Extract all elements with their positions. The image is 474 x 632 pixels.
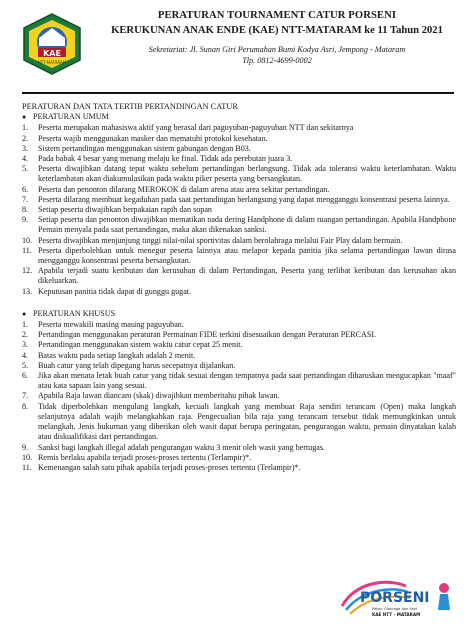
list-item xyxy=(22,144,456,154)
list-item-text: Buah catur yang telah dipegang harus secepatnya dijalankan. xyxy=(38,360,236,370)
list-item-text: Pertandingan menggunakan sistem waktu catur cepat 25 menit. xyxy=(38,340,243,350)
list-item-text: Peserta diperbolehkan untuk menegur peserta lainnya atau melapor kepada panitia jika selama pertandingan lawan dirasa mengganggu konsentrasi peserta bersangkutan. xyxy=(38,245,456,266)
list-item-number: 9. xyxy=(22,215,29,225)
list-item xyxy=(22,287,456,297)
letterhead-address: Sekretariat: Jl. Sunan Giri Perumahan Bumi Kodya Asri, Jempong - Mataram xyxy=(148,45,406,54)
list-item-number: 11. xyxy=(22,462,32,472)
list-item-number: 10. xyxy=(22,452,33,462)
list-item-text: Peserta diwajibkan menjunjung tinggi nilai-nilai sportivitas dalam berolahraga melalui Fair Play dalam bermain. xyxy=(38,235,403,245)
list-item-text: Peserta diwajibkan datang tepat waktu sebelum pertandingan berlangsung. Tidak ada toleransi waktu keterlambatan. Waktu keterlambatan akan diakumulasikan pada waktu piker peserta yang bersangkutan. xyxy=(38,164,456,184)
list-item xyxy=(22,402,456,443)
svg-text:KAE: KAE xyxy=(43,49,61,58)
list-item xyxy=(22,361,456,371)
list-item xyxy=(22,185,456,195)
list-item-number: 2. xyxy=(22,330,29,340)
list-item-number: 5. xyxy=(22,360,29,370)
letterhead xyxy=(0,0,474,92)
list-item-number: 7. xyxy=(22,391,29,401)
list-item xyxy=(22,164,456,184)
document-body xyxy=(22,102,456,473)
list-item-number: 12. xyxy=(22,266,33,276)
list-item-text: Apabila Raja lawan diancam (skak) diwajibkan memberitahu pihak lawan. xyxy=(38,391,280,401)
list-item-number: 11. xyxy=(22,245,32,255)
list-item xyxy=(22,320,456,330)
list-item-text: Remis berlaku apabila terjadi proses-proses tertentu (Terlampir)*. xyxy=(38,452,252,462)
list-item-number: 9. xyxy=(22,442,29,452)
list-item-number: 2. xyxy=(22,133,29,143)
svg-text:Pekan Olahraga dan Seni: Pekan Olahraga dan Seni xyxy=(372,607,418,611)
letterhead-phone: Tlp. 0812-4699-0002 xyxy=(242,56,312,65)
letterhead-title: PERATURAN TOURNAMENT CATUR PORSENI xyxy=(157,10,397,21)
list-item-text: Kemenangan salah satu pihak apabila terjadi proses-proses tertentu (Terlampir)*. xyxy=(38,462,301,472)
list-item-text: Peserta mewakili masing masing paguyuban. xyxy=(38,320,184,330)
list-item-text: Jika akan menata letak buah catur yang tidak sesuai dengan tempatnya pada saat pertandingan diharuskan mengucapkan "maaf" atau kata sapaan lain yang sesuai. xyxy=(38,371,456,391)
kae-logo-icon xyxy=(20,12,84,76)
list-item-text: Peserta dan penonton dilarang MEROKOK di dalam arena atau area sekitar pertandingan. xyxy=(38,184,330,194)
list-item-text: Tidak diperbolehkan mengulang langkah, kecuali langkah yang membuat Raja sendiri terancam (Open) maka langkah selanjutnya adalah wajib melangkahkan raja. Pengecualian bila raja yang terancam tersebut tidak memungkinkan untuk melangkah. Jenis hukuman yang diberikan oleh wasit dapat berupa peringatan, pengurangan waktu, pemain dinyatakan kalah atau diskualifikasi dari pertandingan. xyxy=(38,401,456,442)
list-item xyxy=(22,463,456,473)
list-item xyxy=(22,443,456,453)
list-item xyxy=(22,371,456,391)
list-item xyxy=(22,195,456,205)
list-item xyxy=(22,134,456,144)
list-item-number: 1. xyxy=(22,123,29,133)
list-item-text: Setiap peserta diwajibkan berpakaian rapih dan sopan xyxy=(38,205,212,215)
header-divider xyxy=(22,92,454,94)
list-item-number: 5. xyxy=(22,164,29,174)
section-khusus xyxy=(22,309,456,473)
list-item-number: 3. xyxy=(22,340,29,350)
svg-text:NTT-MATARAM: NTT-MATARAM xyxy=(37,60,67,65)
list-item-text: Keputusan panitia tidak dapat di gunggu gugat. xyxy=(38,286,192,296)
list-item xyxy=(22,351,456,361)
list-item-text: Apabila terjadi suatu keributan dan kerusuhan di dalam Pertandingan, Peserta yang terlibat keributan dan kerusuhan akan dikeluarkan. xyxy=(38,266,456,286)
bullet-icon: ● xyxy=(22,309,27,318)
svg-text:KAE NTT - MATARAM: KAE NTT - MATARAM xyxy=(372,612,421,617)
list-item-text: Pertandingan menggunakan peraturan Permainan FIDE terkini disesuaikan dengan Peraturan PERCASI. xyxy=(38,330,377,340)
porseni-logo-icon xyxy=(336,576,458,622)
list-item xyxy=(22,123,456,133)
list-item-text: Setiap peserta dan penonton diwajibkan mematikan nada dering Handphone di dalam ruangan pertandingan. Apabila Handphone Pemain menyala pada saat pertandingan, maka akan dikenakan sanksi. xyxy=(38,215,456,235)
list-item-text: Peserta wajib menggunakan masker dan mematuhi protokol kesehatan. xyxy=(38,133,268,143)
section-umum xyxy=(22,112,456,297)
list-item-text: Sistem pertandingan menggunakan sistem gabungan dengan B03. xyxy=(38,143,251,153)
list-item-number: 7. xyxy=(22,194,29,204)
list-item-number: 13. xyxy=(22,286,33,296)
list-item xyxy=(22,215,456,235)
list-item-number: 6. xyxy=(22,184,29,194)
list-item-number: 4. xyxy=(22,154,29,164)
list-item xyxy=(22,154,456,164)
list-item xyxy=(22,246,456,266)
list-item-text: Pada babak 4 besar yang menang melaju ke final. Tidak ada perebutan juara 3. xyxy=(38,154,293,164)
list-item-text: Sanksi bagi langkah illegal adalah pengurangan waktu 3 menit oleh wasit yang bertugas. xyxy=(38,442,326,452)
document-title: PERATURAN DAN TATA TERTIB PERTANDINGAN CATUR xyxy=(22,102,238,111)
list-item-text: Batas waktu pada setiap langkah adalah 2 menit. xyxy=(38,350,196,360)
list-item xyxy=(22,391,456,401)
list-item xyxy=(22,236,456,246)
list-item-number: 1. xyxy=(22,320,29,330)
section-heading: PERATURAN UMUM xyxy=(33,112,109,122)
list-item xyxy=(22,330,456,340)
svg-text:PORSENI: PORSENI xyxy=(360,590,430,606)
list-item-number: 6. xyxy=(22,371,29,381)
list-item xyxy=(22,340,456,350)
bullet-icon: ● xyxy=(22,113,27,122)
list-item-number: 8. xyxy=(22,205,29,215)
list-item-number: 3. xyxy=(22,143,29,153)
list-item xyxy=(22,266,456,286)
list-item-text: Peserta dilarang membuat kegaduhan pada saat pertandingan berlangsung yang dapat mengganggu konsentrasi peserta lainnya. xyxy=(38,194,450,204)
list-item-number: 4. xyxy=(22,350,29,360)
list-item-number: 8. xyxy=(22,401,29,411)
letterhead-subtitle: KERUKUNAN ANAK ENDE (KAE) NTT-MATARAM ke 11 Tahun 2021 xyxy=(111,25,443,36)
list-item-number: 10. xyxy=(22,235,33,245)
list-item-text: Peserta merupakan mahasiswa aktif yang berasal dari paguyuban-paguyuban NTT dan sekitarnya xyxy=(38,123,354,133)
section-heading: PERATURAN KHUSUS xyxy=(33,308,116,318)
list-item xyxy=(22,205,456,215)
list-item xyxy=(22,453,456,463)
